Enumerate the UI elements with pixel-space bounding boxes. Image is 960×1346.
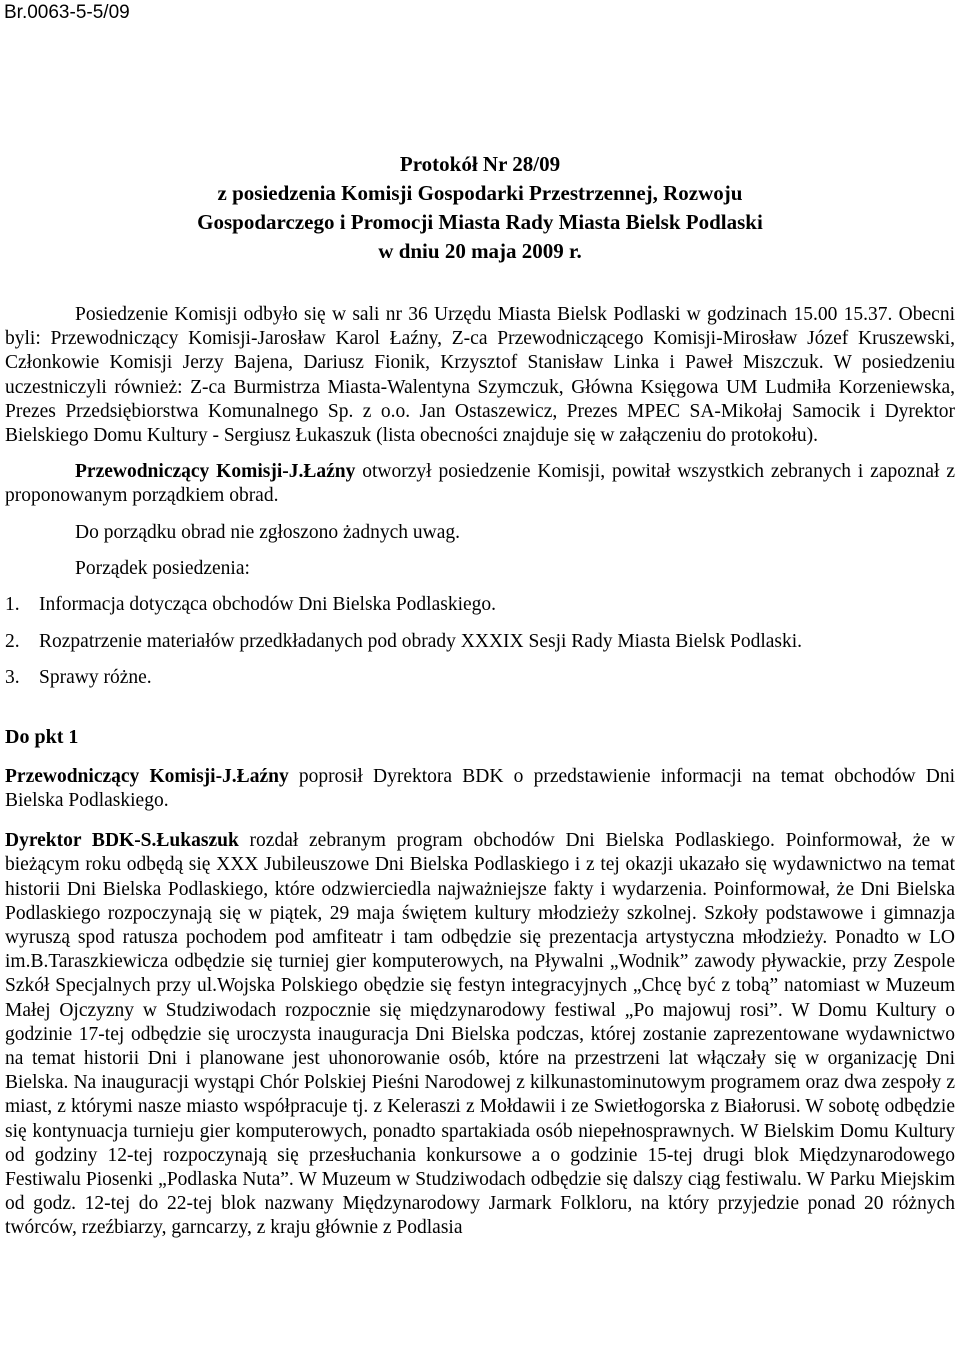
point-1-report-speaker: Dyrektor BDK-S.Łukaszuk <box>5 830 239 852</box>
agenda-item-number: 3. <box>5 667 20 689</box>
point-1-heading: Do pkt 1 <box>5 725 79 748</box>
title-line-3: Gospodarczego i Promocji Miasta Rady Miasta Bielsk Podlaski <box>197 210 763 234</box>
point-1-request-paragraph <box>5 765 955 813</box>
agenda-item-text: Sprawy różne. <box>39 667 152 689</box>
agenda-item <box>5 666 955 691</box>
agenda-list <box>5 593 955 691</box>
agenda-item-number: 2. <box>5 630 20 652</box>
point-1-request-speaker: Przewodniczący Komisji-J.Łaźny <box>5 765 289 787</box>
agenda-item <box>5 630 955 655</box>
opening-paragraph <box>5 460 955 508</box>
title-line-2: z posiedzenia Komisji Gospodarki Przestrzennej, Rozwoju <box>217 181 743 205</box>
agenda-item-text: Rozpatrzenie materiałów przedkładanych pod obrady XXXIX Sesji Rady Miasta Bielsk Podlaski. <box>39 630 803 652</box>
agenda-heading: Porządek posiedzenia: <box>75 557 250 579</box>
document-reference-number: Br.0063-5-5/09 <box>4 2 130 23</box>
agenda-item-text: Informacja dotycząca obchodów Dni Bielska Podlaskiego. <box>39 594 497 616</box>
no-remarks-line: Do porządku obrad nie zgłoszono żadnych uwag. <box>75 521 461 543</box>
title-line-1: Protokół Nr 28/09 <box>399 152 561 176</box>
point-1-report-paragraph <box>5 829 955 1240</box>
title-line-4: w dniu 20 maja 2009 r. <box>378 239 582 263</box>
point-1-report-text: rozdał zebranym program obchodów Dni Bielska Podlaskiego. Poinformował, że w bieżącym roku odbędą się XXX Jubileuszowe Dni Bielska Podlaskiego i z tej okazji ukazało się wydawnictwo na temat historii Dni Bielska Podlaskiego, które odzwierciedla najważniejsze fakty i wydarzenia. Poinformował, że Dni Bielska Podlaskiego rozpoczynają się w piątek, 29 maja świętem kultury młodzieży szkolnej. Szkoły podstawowe i gimnazja wyruszą spod ratusza pochodem pod amfiteatr i tam odbędzie się prezentacja artystyczna młodzieży. Ponadto w LO im.B.Taraszkiewicza odbędzie się turniej gier komputerowych, na Pływalni „Wodnik” zawody pływackie, przy Zespole Szkół Specjalnych przy ul.Wojska Polskiego obędzie się festyn integracyjnych „Chcę być z tobą” natomiast w Muzeum Małej Ojczyzny w Studziwodach rozpocznie się międzynarodowy festiwal „Po majowuj rosi”. W Domu Kultury o godzinie 17-tej odbędzie się uroczysta inauguracja Dni Bielska podczas, której zostanie zaprezentowane wydawnictwo na temat historii Dni i planowane jest uhonorowanie osób, które na przestrzeni lat włączały się w organizację Dni Bielska. Na inauguracji wystąpi Chór Polskiej Pieśni Narodowej z kilkunastominutowym programem oraz dwa zespoły z miast, z którymi nasze miasto współpracuje tj. z Keleraszi z Mołdawii i ze Swietłogorska z Białorusi. W sobotę odbędzie się kontynuacja turnieju gier komputerowych, ponadto spartakiada osób niepełnosprawnych. W Bielskim Domu Kultury od godziny 12-tej rozpoczynają się przesłuchania konkursowe a o godzinie 15-tej drugi blok Międzynarodowego Festiwalu Piosenki „Podlaska Nuta”. W Muzeum w Studziwodach odbędzie się dalszy ciąg festiwalu. W Parku Miejskim od godz. 12-tej do 22-tej blok nazwany Międzynarodowy Jarmark Folkloru, na który przyjedzie ponad 20 różnych twórców, rzeźbiarzy, garncarzy, z kraju głównie z Podlasia <box>5 830 956 1239</box>
opening-speaker: Przewodniczący Komisji-J.Łaźny <box>75 461 356 483</box>
intro-paragraph: Posiedzenie Komisji odbyło się w sali nr 36 Urzędu Miasta Bielsk Podlaski w godzinach 15.00 15.37. Obecni byli: Przewodniczący Komisji-Jarosław Karol Łaźny, Z-ca Przewodniczącego Komisji-Mirosław Józef Kruszewski, Członkowie Komisji Jerzy Bajena, Dariusz Fionik, Krzysztof Stanisław Linka i Paweł Miszczuk. W posiedzeniu uczestniczyli również: Z-ca Burmistrza Miasta-Walentyna Szymczuk, Główna Księgowa UM Ludmiła Korzeniewska, Prezes Przedsiębiorstwa Komunalnego Sp. z o.o. Jan Ostaszewicz, Prezes MPEC SA-Mikołaj Samocik i Dyrektor Bielskiego Domu Kultury - Sergiusz Łukaszuk (lista obecności znajduje się w załączeniu do protokołu). <box>5 304 955 447</box>
point-1-request-text: poprosił Dyrektora BDK o przedstawienie informacji na temat obchodów Dni Bielska Podlaskiego. <box>5 765 955 811</box>
opening-text: otworzył posiedzenie Komisji, powitał wszystkich zebranych i zapoznał z proponowanym porządkiem obrad. <box>5 461 955 507</box>
agenda-item-number: 1. <box>5 594 20 616</box>
agenda-item <box>5 593 955 618</box>
document-page <box>5 150 955 1241</box>
document-title <box>5 150 955 266</box>
